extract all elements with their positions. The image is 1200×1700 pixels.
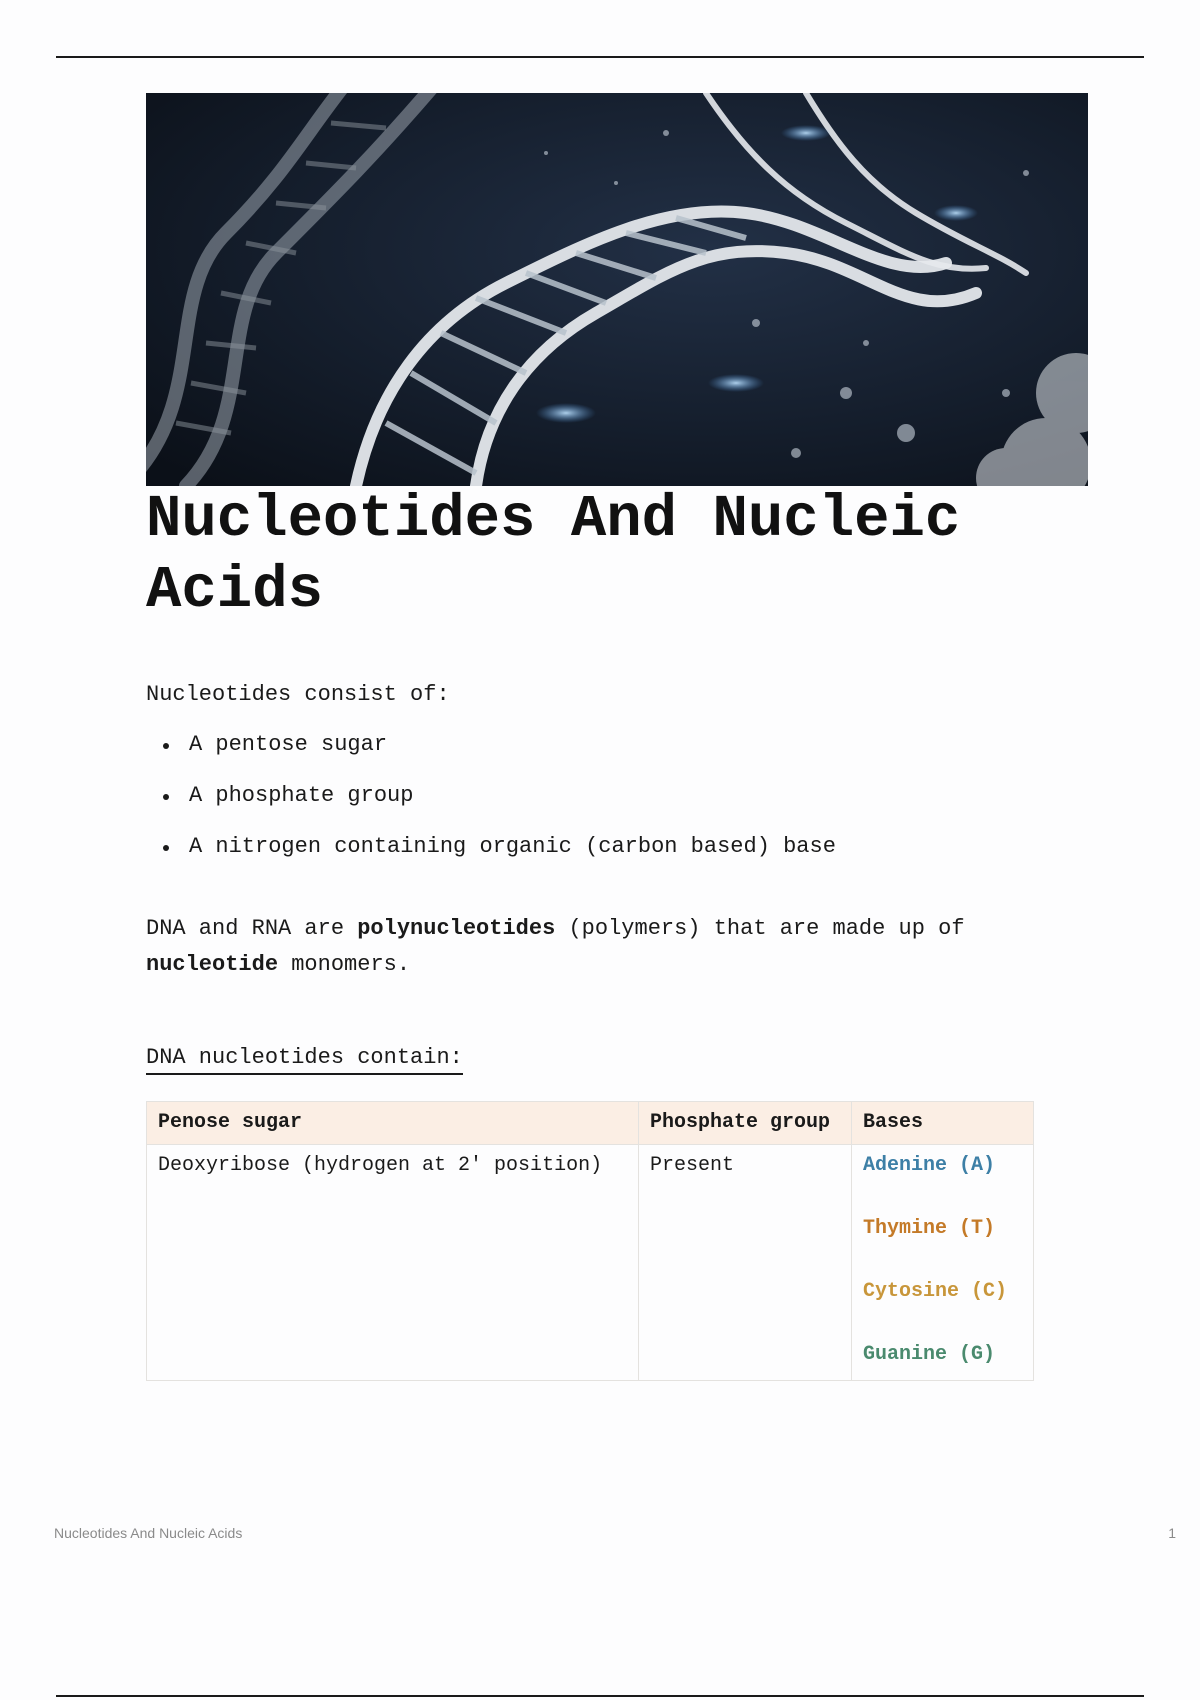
page-title: Nucleotides And Nucleic Acids bbox=[146, 486, 961, 624]
bullet-icon bbox=[163, 794, 169, 800]
bold-term-nucleotide: nucleotide bbox=[146, 952, 279, 977]
paragraph-text: monomers. bbox=[278, 952, 411, 977]
base-thymine: Thymine (T) bbox=[863, 1217, 996, 1240]
list-item-text: A phosphate group bbox=[189, 783, 414, 808]
section-subheading: DNA nucleotides contain: bbox=[146, 1044, 463, 1075]
header-bases: Bases bbox=[852, 1102, 1034, 1145]
list-item bbox=[146, 731, 836, 759]
bullet-icon bbox=[163, 743, 169, 749]
table-row bbox=[147, 1145, 1034, 1381]
bottom-rule bbox=[56, 1695, 1144, 1697]
paragraph-text: (polymers) that are made up of bbox=[555, 916, 965, 941]
footer-page-number: 1 bbox=[1168, 1525, 1176, 1541]
paragraph-text: DNA and RNA are bbox=[146, 916, 358, 941]
list-item bbox=[146, 782, 836, 810]
intro-text: Nucleotides consist of: bbox=[146, 682, 450, 707]
header-phosphate: Phosphate group bbox=[639, 1102, 852, 1145]
polynucleotide-paragraph bbox=[146, 911, 1066, 983]
dna-nucleotide-table bbox=[146, 1101, 1034, 1381]
bold-term-polynucleotides: polynucleotides bbox=[357, 916, 556, 941]
base-guanine: Guanine (G) bbox=[863, 1343, 996, 1366]
table-header-row bbox=[147, 1102, 1034, 1145]
footer-doc-title: Nucleotides And Nucleic Acids bbox=[54, 1525, 243, 1541]
components-list bbox=[146, 731, 836, 884]
list-item bbox=[146, 833, 836, 861]
bullet-icon bbox=[163, 845, 169, 851]
base-cytosine: Cytosine (C) bbox=[863, 1280, 1008, 1303]
base-adenine: Adenine (A) bbox=[863, 1154, 996, 1177]
list-item-text: A nitrogen containing organic (carbon based) base bbox=[189, 834, 836, 859]
cell-sugar: Deoxyribose (hydrogen at 2′ position) bbox=[147, 1145, 639, 1381]
cell-bases bbox=[852, 1145, 1034, 1381]
top-rule bbox=[56, 56, 1144, 58]
list-item-text: A pentose sugar bbox=[189, 732, 388, 757]
dna-helix-illustration bbox=[146, 93, 1088, 486]
header-sugar: Penose sugar bbox=[147, 1102, 639, 1145]
cell-phosphate: Present bbox=[639, 1145, 852, 1381]
dna-hero-image bbox=[146, 93, 1088, 486]
